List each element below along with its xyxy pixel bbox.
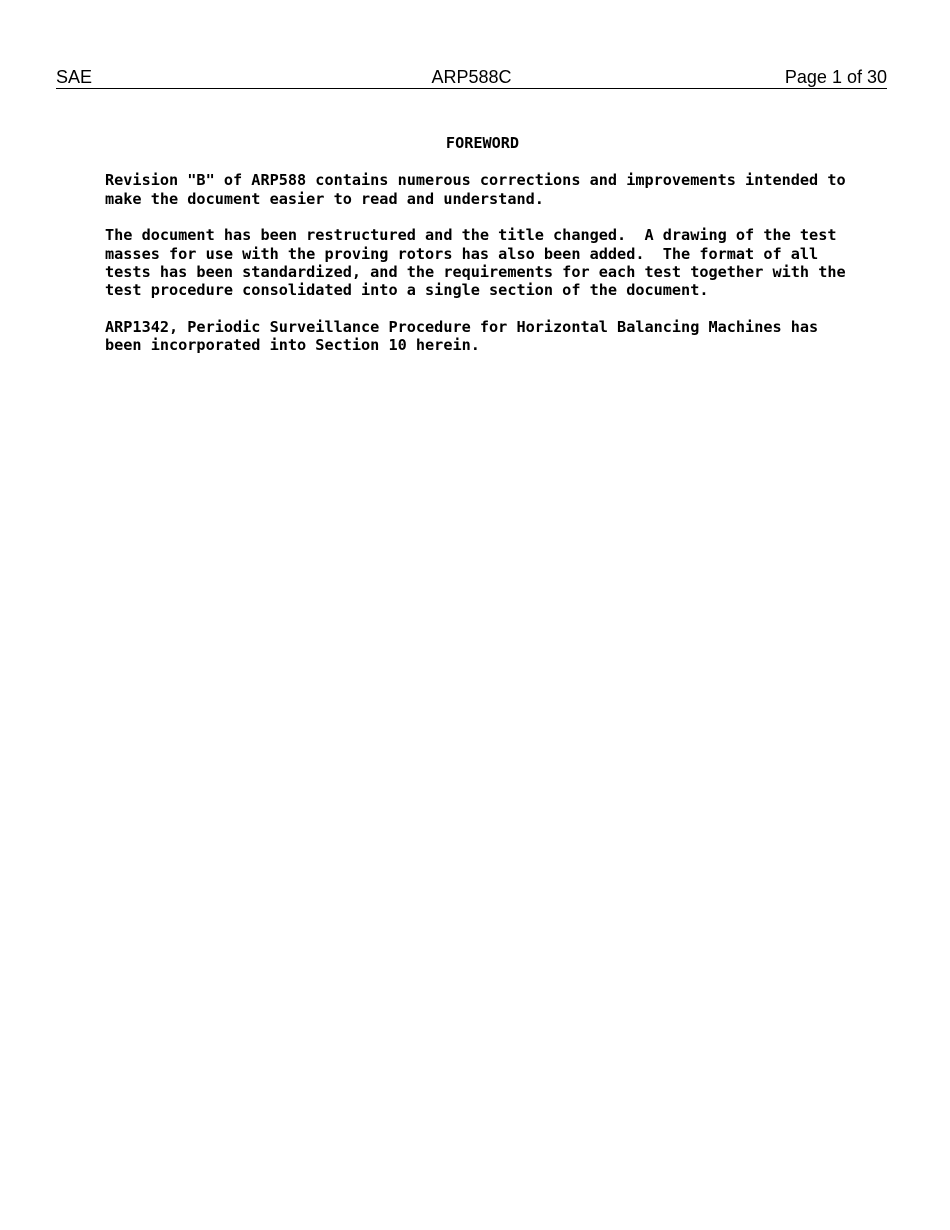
- page-header: [56, 66, 887, 89]
- header-document-number: ARP588C: [431, 67, 512, 87]
- header-organization: SAE: [56, 67, 93, 87]
- paragraph-revision: Revision "B" of ARP588 contains numerous corrections and improvements intended to make the document easier to read and understand.: [105, 171, 846, 208]
- paragraph-restructure: The document has been restructured and the title changed. A drawing of the test masses for use with the proving rotors has also been added. The format of all tests has been standardized, and the requirements for each test together with the test procedure consolidated into a single section of the document.: [105, 226, 846, 300]
- section-title: FOREWORD: [445, 134, 520, 152]
- document-body: [105, 134, 885, 373]
- paragraph-arp1342: ARP1342, Periodic Surveillance Procedure for Horizontal Balancing Machines has been incorporated into Section 10 herein.: [105, 318, 819, 355]
- header-page-number: Page 1 of 30: [784, 67, 887, 87]
